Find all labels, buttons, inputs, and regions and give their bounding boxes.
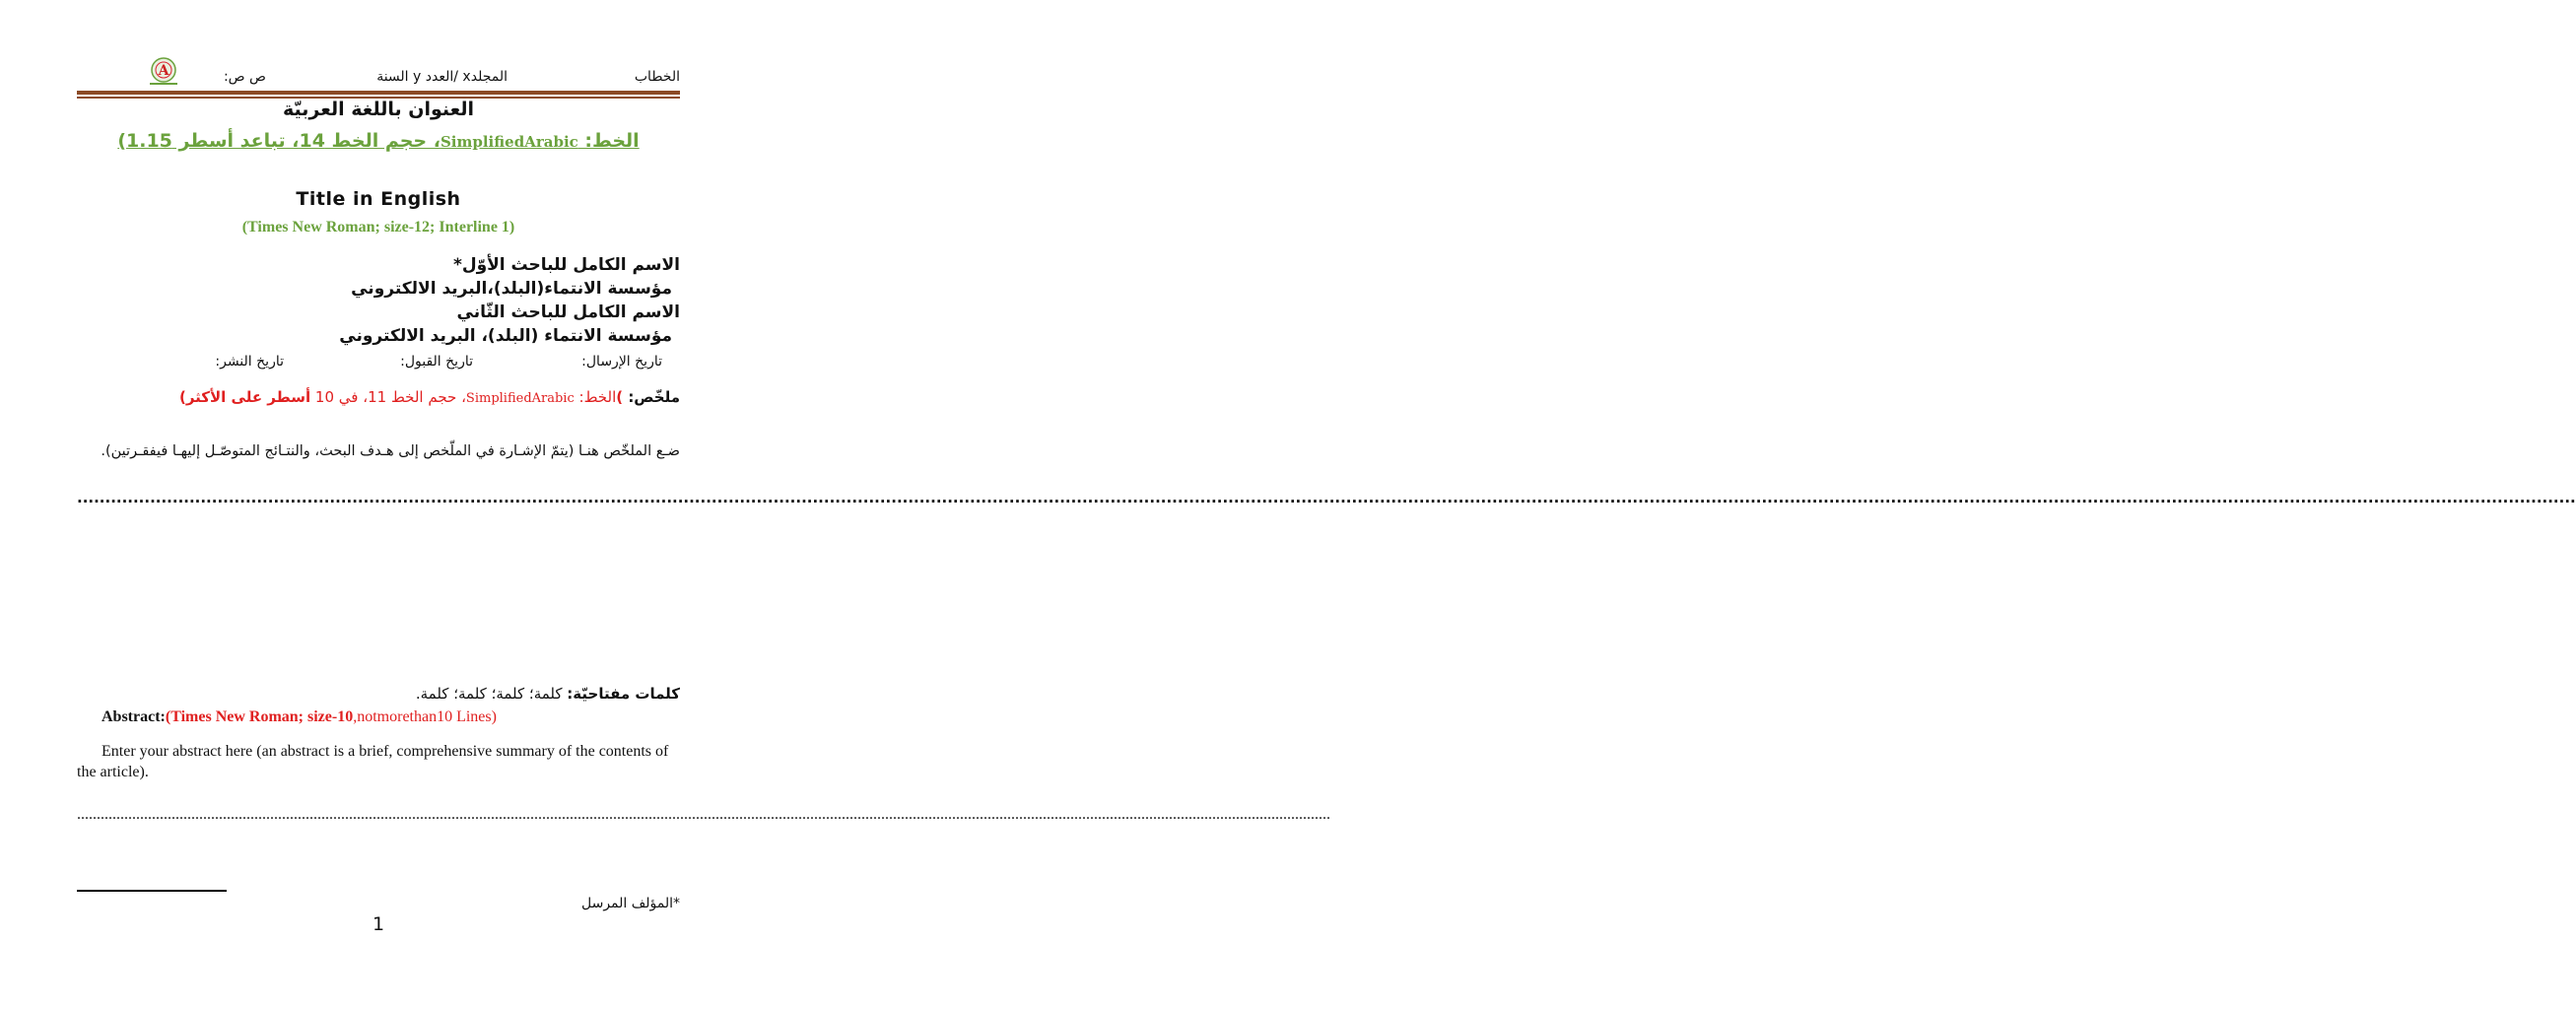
- abstract-note-mid: ، حجم الخط 11، في 10: [310, 388, 466, 406]
- english-abstract-placeholder-dots: [77, 800, 1330, 889]
- footnote-separator: [77, 890, 227, 892]
- font-note-rest: ، حجم الخط 14، تباعد أسطر 1.15): [117, 130, 441, 152]
- arabic-abstract-heading: [77, 386, 680, 410]
- pages-label: ص ص:: [223, 69, 266, 85]
- abstract-paren: ): [616, 388, 629, 406]
- english-title-note: (Times New Roman; size-12; Interline 1): [241, 219, 515, 235]
- date-accepted: تاريخ القبول:: [400, 354, 473, 370]
- dots-ar-text: .............................................................................................................................................................................................................................................................................................................................................................................................................................................................: [77, 489, 2576, 506]
- running-header: [77, 61, 680, 83]
- english-abstract-note-rest: ,notmorethan10 Lines): [353, 708, 497, 725]
- author-1-affiliation: مؤسسة الانتماء(البلد)،البريد الالكتروني: [351, 279, 672, 299]
- volume-issue: المجلدx /العدد y السنة: [376, 69, 508, 85]
- font-note-font: SimplifiedArabic: [440, 133, 578, 151]
- date-published: تاريخ النشر:: [215, 354, 284, 370]
- page-number: 1: [372, 913, 385, 935]
- dots-en-text: ..............................................................................................................................................................................................................................................................................................................................: [77, 806, 1330, 823]
- keywords-label: كلمات مفتاحيّة:: [567, 685, 680, 703]
- title-font-note: [77, 125, 680, 158]
- author-2-affiliation: مؤسسة الانتماء (البلد)، البريد الالكتروني: [339, 326, 672, 346]
- author-1-name: الاسم الكامل للباحث الأوّل*: [452, 255, 680, 275]
- font-note-prefix: الخط:: [577, 130, 640, 152]
- document-page: [77, 61, 2576, 935]
- date-sent: تاريخ الإرسال:: [581, 354, 662, 370]
- header-rule-thick: [77, 91, 680, 95]
- english-abstract-heading: [102, 708, 497, 726]
- submission-dates: [77, 354, 680, 373]
- abstract-note-bold: أسطر على الأكثر): [178, 388, 311, 406]
- footnote: *المؤلف المرسل: [581, 896, 680, 911]
- journal-logo-icon: [146, 57, 181, 87]
- journal-name: الخطاب: [634, 69, 680, 85]
- keywords: [77, 685, 680, 703]
- english-abstract-note-bold: (Times New Roman; size-10: [165, 708, 354, 725]
- abstract-note-font: SimplifiedArabic: [465, 391, 575, 406]
- arabic-abstract-body: ضـع الملخّص هنـا (يتمّ الإشـارة في الملّخص إلى هـدف البحث، والنتـائج المتوصّـل إليهـا فيفقـرتين).: [101, 443, 680, 459]
- author-block: [77, 253, 680, 348]
- arabic-abstract-placeholder-dots: [77, 487, 2576, 741]
- svg-text:A: A: [158, 63, 169, 79]
- arabic-title: العنوان باللغة العربيّة: [282, 99, 474, 120]
- keywords-value: كلمة؛ كلمة؛ كلمة؛ كلمة.: [415, 685, 568, 703]
- author-2-name: الاسم الكامل للباحث الثّاني: [456, 303, 680, 322]
- abstract-note-prefix: الخط:: [574, 388, 617, 406]
- english-title: Title in English: [296, 188, 461, 210]
- english-abstract-label: Abstract:: [102, 708, 166, 725]
- english-abstract-body: Enter your abstract here (an abstract is a brief, comprehensive summary of the contents of the article).: [77, 743, 669, 780]
- abstract-label: ملخّص:: [628, 388, 680, 406]
